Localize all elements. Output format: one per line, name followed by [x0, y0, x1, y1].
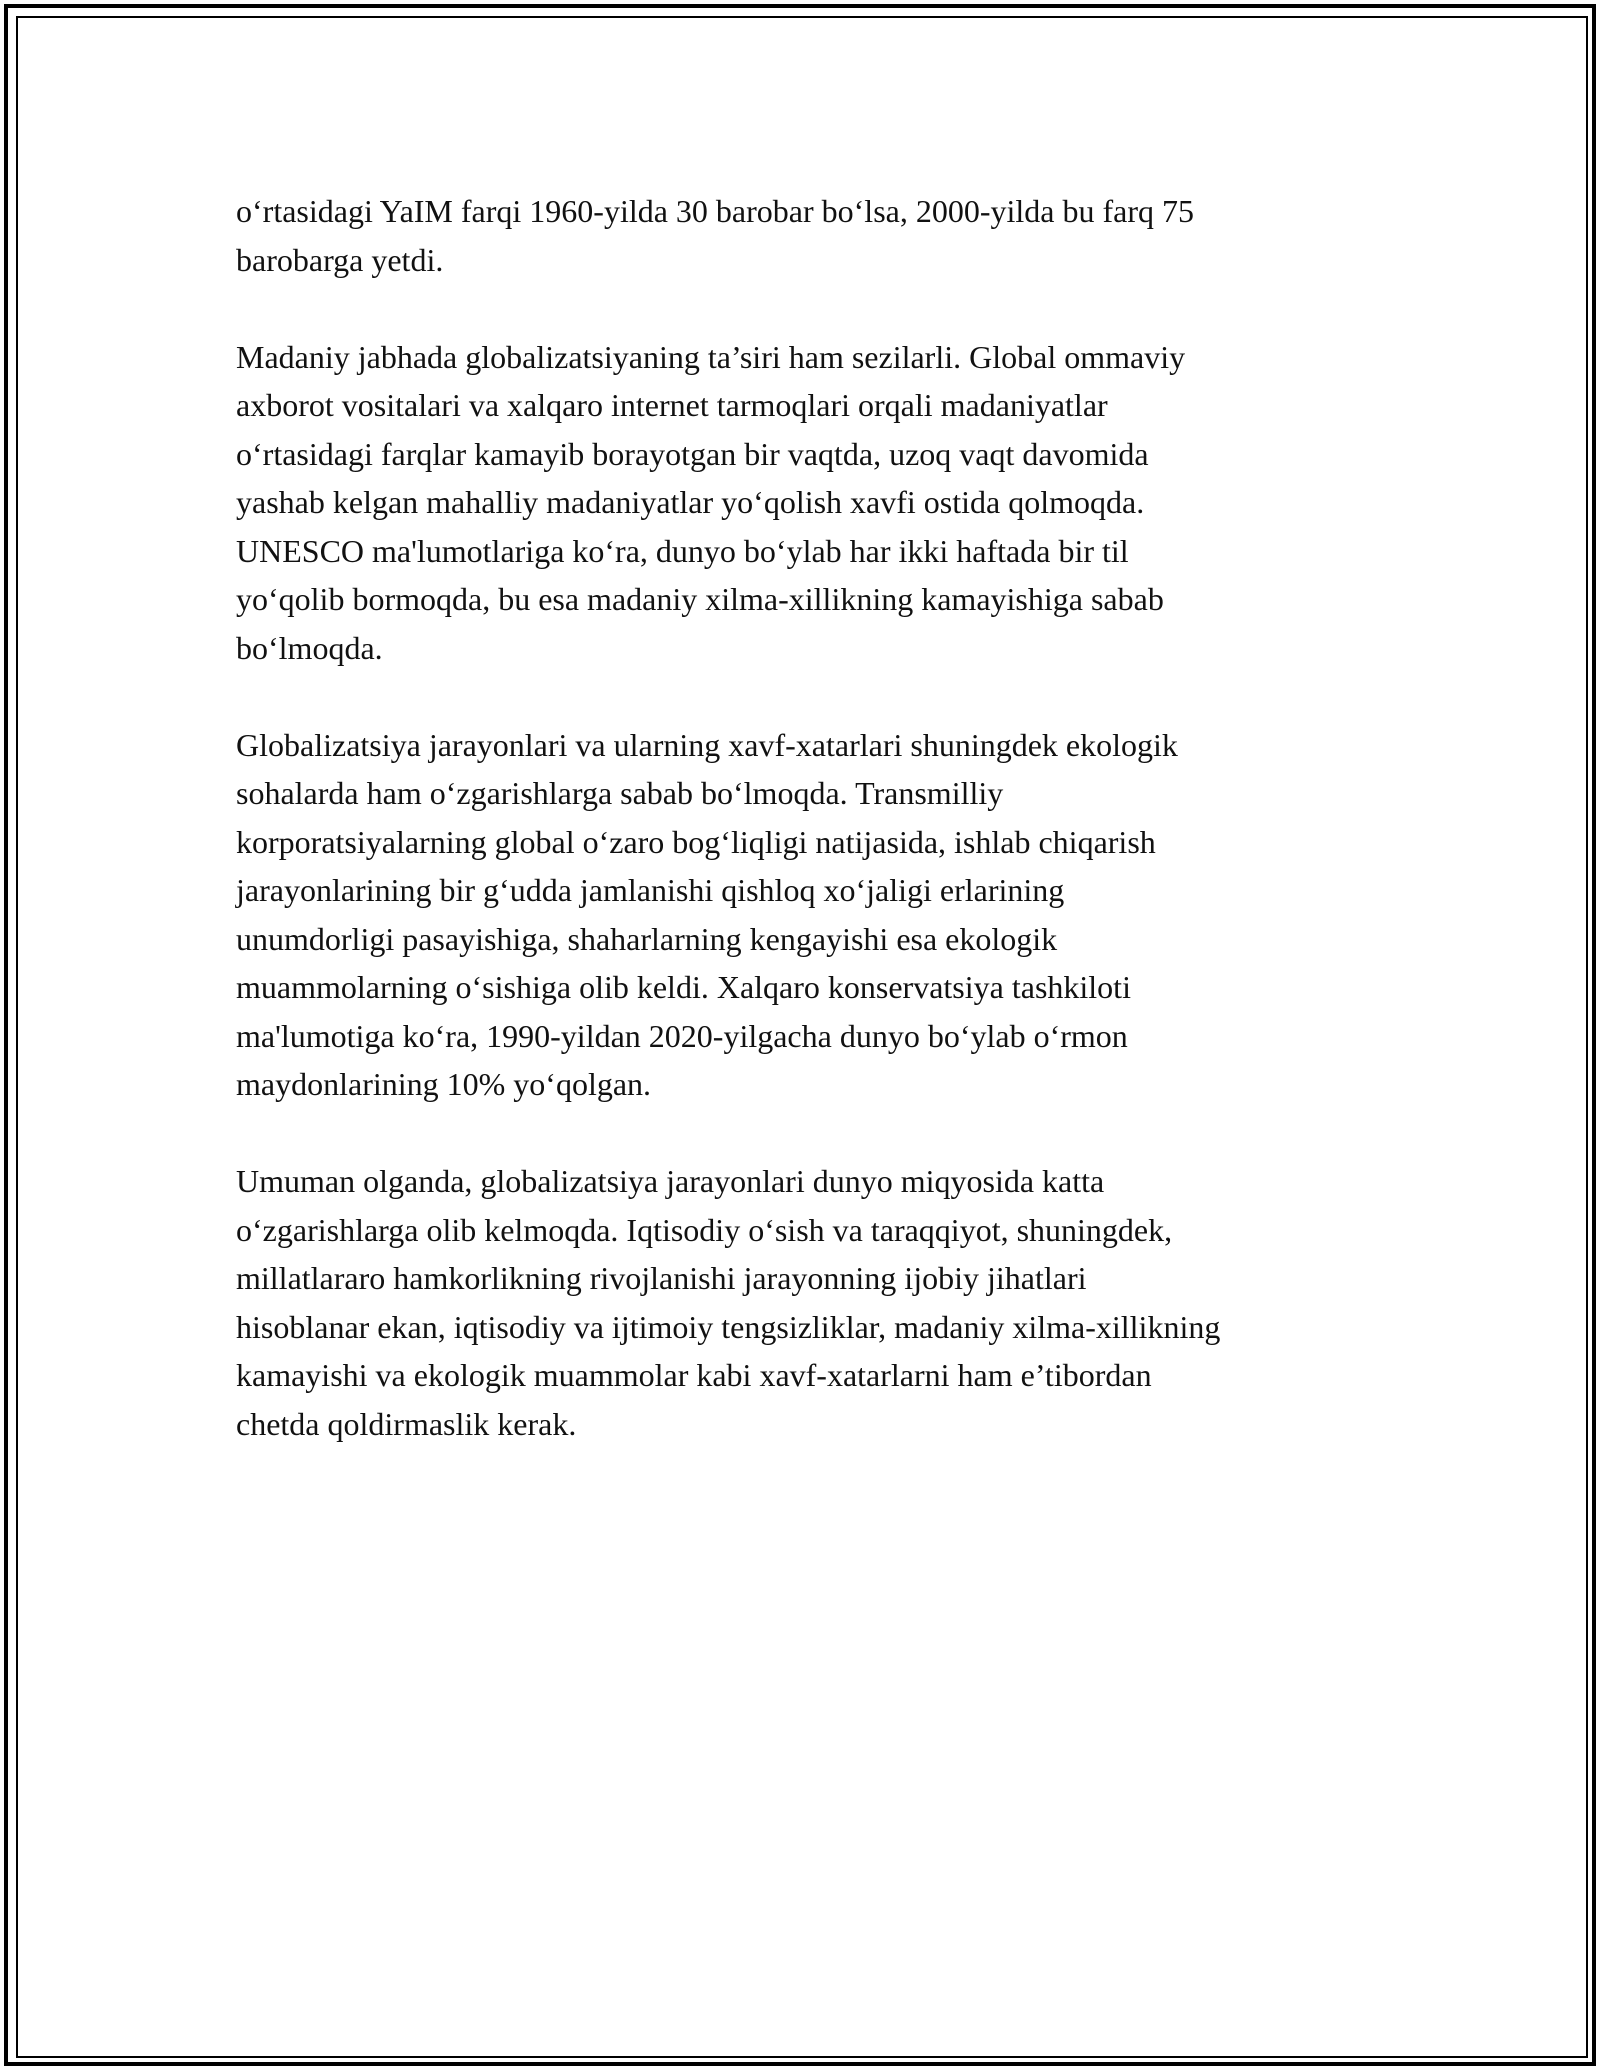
paragraph-cultural-impact: Madaniy jabhada globalizatsiyaning ta’siri ham sezilarli. Global ommaviy axborot vositalari va xalqaro internet tarmoqlari orqali madaniyatlar o‘rtasidagi farqlar kamayib borayotgan bir vaqtda, uzoq vaqt davomida yashab kelgan mahalliy madaniyatlar yo‘qolish xavfi ostida qolmoqda. UNESCO ma'lumotlariga ko‘ra, dunyo bo‘ylab har ikki haftada bir til yo‘qolib bormoqda, bu esa madaniy xilma-xillikning kamayishiga sabab bo‘lmoqda.: [236, 338, 1186, 666]
paragraph-ecological-impact: Globalizatsiya jarayonlari va ularning xavf-xatarlari shuningdek ekologik sohalarda ham o‘zgarishlarga sabab bo‘lmoqda. Transmilliy korporatsiyalarning global o‘zaro bog‘liqligi natijasida, ishlab chiqarish jarayonlarining bir g‘udda jamlanishi qishloq xo‘jaligi erlarining unumdorligi pasayishiga, shaharlarning kengayishi esa ekologik muammolarning o‘sishiga olib keldi. Xalqaro konservatsiya tashkiloti ma'lumotiga ko‘ra, 1990-yildan 2020-yilgacha dunyo bo‘ylab o‘rmon maydonlarining 10% yo‘qolgan.: [236, 726, 1178, 1102]
paragraph-gdp-gap: o‘rtasidagi YaIM farqi 1960-yilda 30 barobar bo‘lsa, 2000-yilda bu farq 75 barobarga yetdi.: [236, 193, 1194, 278]
paragraph-conclusion: Umuman olganda, globalizatsiya jarayonlari dunyo miqyosida katta o‘zgarishlarga olib kelmoqda. Iqtisodiy o‘sish va taraqqiyot, shuningdek, millatlararo hamkorlikning rivojlanishi jarayonning ijobiy jihatlari hisoblanar ekan, iqtisodiy va ijtimoiy tengsizliklar, madaniy xilma-xillikning kamayishi va ekologik muammolar kabi xavf-xatarlarni ham e’tibordan chetda qoldirmaslik kerak.: [236, 1163, 1221, 1442]
document-body: [236, 187, 1376, 1497]
